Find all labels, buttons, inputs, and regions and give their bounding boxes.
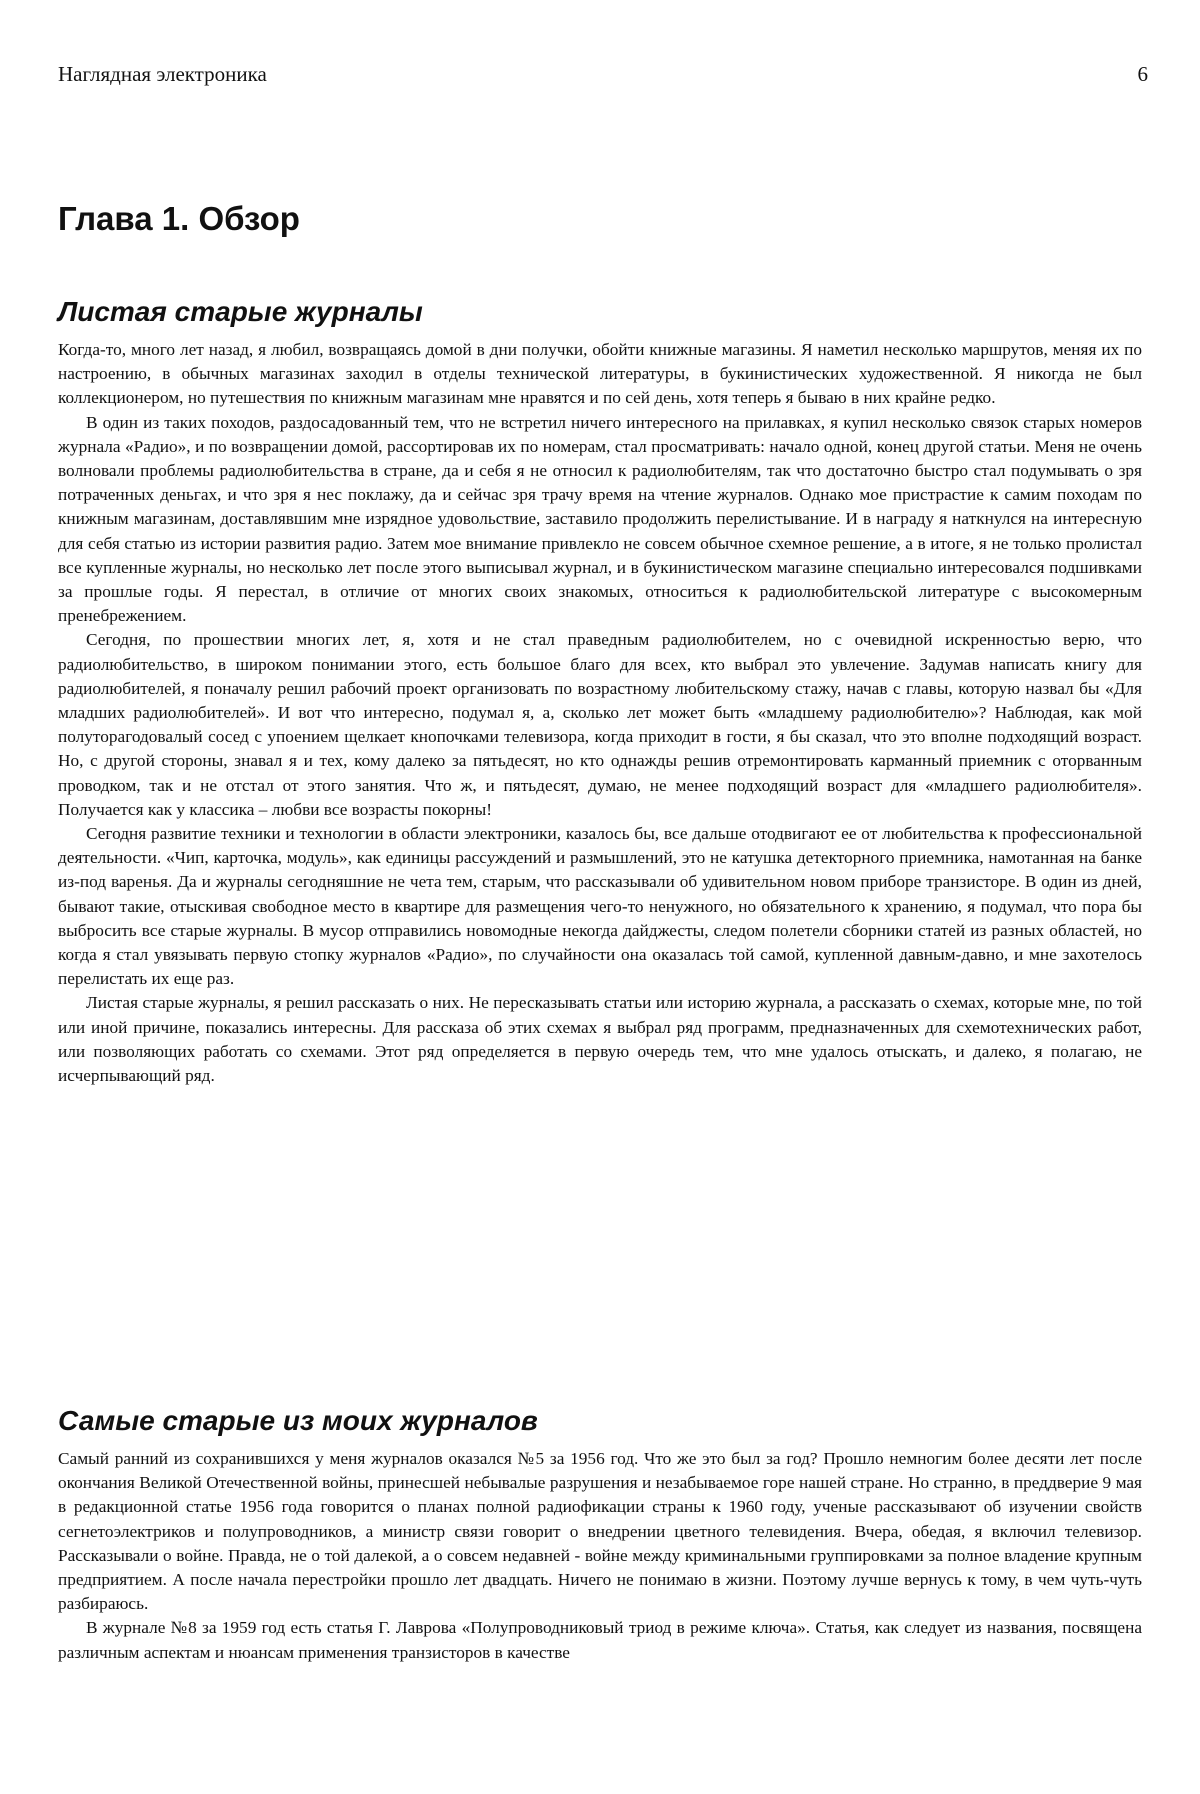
paragraph: Когда-то, много лет назад, я любил, возвращаясь домой в дни получки, обойти книжные магазины. Я наметил несколько маршрутов, меняя их по настроению, в обычных магазинах заходил в отделы технической литературы, в букинистических художественной. Я никогда не был коллекционером, но путешествия по книжным магазинам мне нравятся и по сей день, хотя теперь я бываю в них крайне редко. (58, 340, 1142, 408)
paragraph: В один из таких походов, раздосадованный тем, что не встретил ничего интересного на прилавках, я купил несколько связок старых номеров журнала «Радио», и по возвращении домой, рассортировав их по номерам, стал просматривать: начало одной, конец другой статьи. Меня не очень волновали проблемы радиолюбительства в стране, да и себя я не относил к радиолюбителям, так что достаточно быстро стал подумывать о зря потраченных деньгах, и что зря я нес поклажу, да и сейчас зря трачу время на чтение журналов. Однако мое пристрастие к самим походам по книжным магазинам, доставлявшим мне изрядное удовольствие, заставило продолжить перелистывание. И в награду я наткнулся на интересную для себя статью из истории развития радио. Затем мое внимание привлекло не совсем обычное схемное решение, а в итоге, я не только пролистал все купленные журналы, но несколько лет после этого выписывал журнал, и в букинистическом магазине специально интересовался подшивками за прошлые годы. Я перестал, в отличие от многих своих знакомых, относиться к радиолюбительской литературе с высокомерным пренебрежением. (58, 412, 1142, 626)
paragraph: Сегодня развитие техники и технологии в области электроники, казалось бы, все дальше отодвигают ее от любительства к профессиональной деятельности. «Чип, карточка, модуль», как единицы рассуждений и размышлений, это не катушка детекторного приемника, намотанная на банке из-под варенья. Да и журналы сегодняшние не чета тем, старым, что рассказывали об удивительном новом приборе транзисторе. В один из дней, бывают такие, отыскивая свободное место в квартире для размещения чего-то ненужного, но обязательного к хранению, я подумал, что пора бы выбросить все старые журналы. В мусор отправились новомодные некогда дайджесты, следом полетели сборники статей из разных областей, но когда я стал увязывать первую стопку журналов «Радио», по случайности она оказалась той самой, купленной давным-давно, и мне захотелось перелистать их еще раз. (58, 824, 1142, 989)
section-title: Листая старые журналы (58, 296, 423, 327)
running-header (58, 62, 1148, 87)
paragraph: В журнале №8 за 1959 год есть статья Г. Лаврова «Полупроводниковый триод в режиме ключа». Статья, как следует из названия, посвящена различным аспектам и нюансам применения транзисторов в качестве (58, 1618, 1142, 1662)
book-title: Наглядная электроника (58, 62, 267, 86)
section-title: Самые старые из моих журналов (58, 1405, 538, 1436)
section-leafing-old-magazines (58, 296, 1142, 1088)
chapter-title: Глава 1. Обзор (58, 200, 300, 237)
section-oldest-magazines (58, 1405, 1142, 1665)
paragraph: Листая старые журналы, я решил рассказать о них. Не пересказывать статьи или историю журнала, а рассказать о схемах, которые мне, по той или иной причине, показались интересны. Для рассказа об этих схемах я выбрал ряд программ, предназначенных для схемотехнических работ, или позволяющих работать со схемами. Этот ряд определяется в первую очередь тем, что мне удалось отыскать, и далеко, я полагаю, не исчерпывающий ряд. (58, 993, 1142, 1086)
page-number: 6 (1137, 62, 1148, 86)
paragraph: Самый ранний из сохранившихся у меня журналов оказался №5 за 1956 год. Что же это был за год? Прошло немногим более десяти лет после окончания Великой Отечественной войны, принесшей небывалые разрушения и незабываемое горе нашей стране. Но странно, в преддверие 9 мая в редакционной статье 1956 года говорится о планах полной радиофикации страны к 1960 году, ученые рассказывают об изучении свойств сегнетоэлектриков и полупроводников, а министр связи говорит о внедрении цветного телевидения. Вчера, обедая, я включил телевизор. Рассказывали о войне. Правда, не о той далекой, а о совсем недавней - войне между криминальными группировками за полное владение крупным предприятием. А после начала перестройки прошло лет двадцать. Ничего не понимаю в жизни. Поэтому лучше вернусь к тому, в чем чуть-чуть разбираюсь. (58, 1449, 1142, 1614)
paragraph: Сегодня, по прошествии многих лет, я, хотя и не стал праведным радиолюбителем, но с очевидной искренностью верю, что радиолюбительство, в широком понимании этого, есть большое благо для всех, кто выбрал это увлечение. Задумав написать книгу для радиолюбителей, я поначалу решил рабочий проект организовать по возрастному любительскому стажу, начав с главы, которую назвал бы «Для младших радиолюбителей». И вот что интересно, подумал я, а, сколько лет может быть «младшему радиолюбителю»? Наблюдая, как мой полуторагодовалый сосед с упоением щелкает кнопочками телевизора, когда приходит в гости, я бы сказал, что это вполне подходящий возраст. Но, с другой стороны, знавал я и тех, кому далеко за пятьдесят, но кто однажды решив отремонтировать карманный приемник с оторванным проводком, так и не отстал от этого занятия. Что ж, и пятьдесят, думаю, не менее подходящий возраст для «младшего радиолюбителя». Получается как у классика – любви все возрасты покорны! (58, 630, 1142, 819)
